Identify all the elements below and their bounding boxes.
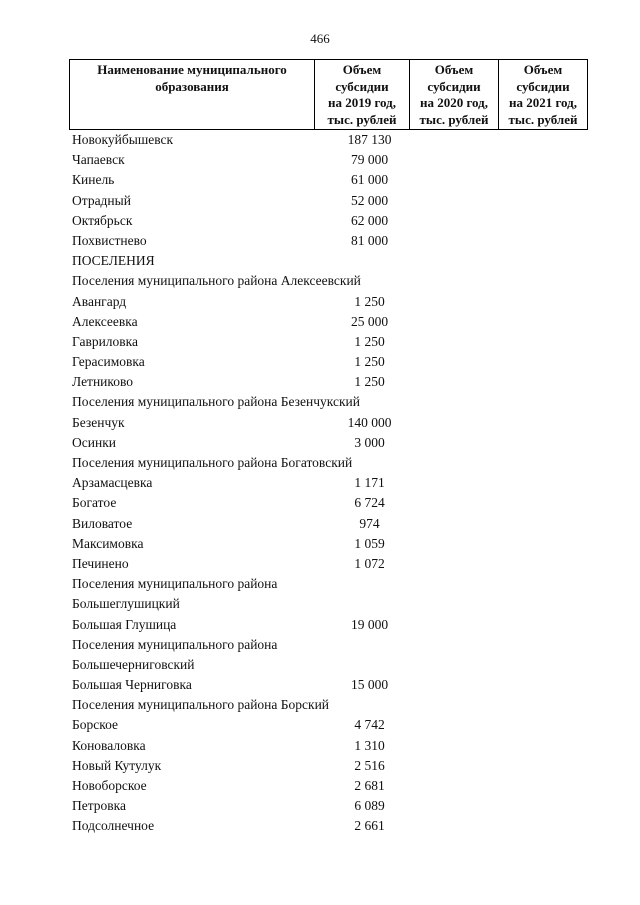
subsidy-2019-value: 15 000 xyxy=(350,677,389,693)
municipality-name: Большая Глушица xyxy=(72,616,177,632)
municipality-name: Октябрьск xyxy=(72,212,133,228)
municipality-name: Похвистнево xyxy=(72,232,147,248)
municipality-name: Богатое xyxy=(72,495,117,511)
table-row xyxy=(72,675,632,695)
header-2019-line: на 2019 год, xyxy=(327,95,397,110)
subsidy-2019-value: 3 000 xyxy=(354,434,385,450)
table-row xyxy=(72,191,632,211)
header-2019-line: субсидии xyxy=(335,78,389,94)
municipality-name: Поселения муниципального района Богатовский xyxy=(72,455,353,470)
subsidy-2019-value: 2 681 xyxy=(354,778,385,793)
municipality-name: Печинено xyxy=(72,555,129,571)
table-row xyxy=(72,170,632,190)
table-row xyxy=(72,251,632,271)
municipality-name: Коноваловка xyxy=(72,737,146,753)
header-2020-line: Объем xyxy=(434,62,474,77)
table-row xyxy=(72,372,632,392)
subsidy-2019-value: 79 000 xyxy=(350,152,389,168)
table-row xyxy=(72,231,632,251)
municipality-name: Новоборское xyxy=(72,778,147,793)
municipality-name: Герасимовка xyxy=(72,354,145,370)
header-2021-column xyxy=(499,60,588,130)
table-row xyxy=(72,413,632,433)
subsidy-2019-value: 1 310 xyxy=(354,737,385,753)
header-2019-column xyxy=(315,60,410,130)
municipality-name: Новый Кутулук xyxy=(72,757,162,773)
table-body xyxy=(72,130,632,837)
subsidy-2019-value: 6 724 xyxy=(354,495,385,511)
municipality-name: Алексеевка xyxy=(72,313,138,329)
municipality-name: Осинки xyxy=(72,434,116,450)
subsidy-2019-value: 1 171 xyxy=(354,475,385,491)
subsidy-2019-value: 1 250 xyxy=(354,374,385,390)
table-row xyxy=(72,534,632,554)
table-row xyxy=(72,473,632,493)
subsidy-2019-value: 19 000 xyxy=(350,616,389,632)
municipality-name: Виловатое xyxy=(72,515,133,531)
municipality-name: Отрадный xyxy=(72,192,131,208)
table-header xyxy=(69,59,588,130)
table-row xyxy=(72,150,632,170)
subsidy-2019-value: 6 089 xyxy=(354,798,385,814)
header-name-line: Наименование муниципального xyxy=(97,62,287,77)
municipality-name: Безенчук xyxy=(72,414,125,430)
header-2020-line: на 2020 год, xyxy=(419,95,489,110)
table-row xyxy=(72,655,632,675)
table-row xyxy=(72,594,632,614)
table-row xyxy=(72,776,632,796)
municipality-name: Арзамасцевка xyxy=(72,475,153,491)
table-row xyxy=(72,312,632,332)
municipality-name: Летниково xyxy=(72,374,134,390)
table-row xyxy=(72,816,632,836)
subsidy-2019-value: 25 000 xyxy=(350,313,389,329)
header-2020-line: тыс. рублей xyxy=(419,111,489,127)
subsidy-2019-value: 1 250 xyxy=(354,333,385,349)
municipality-name: Большечерниговский xyxy=(72,656,195,672)
subsidy-2019-value: 81 000 xyxy=(350,232,389,248)
subsidy-2019-value: 62 000 xyxy=(350,212,389,228)
header-name-line: образования xyxy=(155,78,229,94)
municipality-name: Поселения муниципального района Борский xyxy=(72,697,330,713)
municipality-name: Кинель xyxy=(72,172,115,188)
municipality-name: Чапаевск xyxy=(72,152,125,168)
subsidy-2019-value: 2 661 xyxy=(354,818,385,834)
header-2021-line: субсидии xyxy=(516,78,570,94)
header-name-column xyxy=(70,60,315,130)
table-row xyxy=(72,796,632,816)
header-2020-column xyxy=(410,60,499,130)
municipality-name: Максимовка xyxy=(72,535,144,551)
subsidy-2019-value: 1 250 xyxy=(354,354,385,370)
municipality-name: Петровка xyxy=(72,798,127,814)
table-row xyxy=(72,433,632,453)
subsidy-2019-value: 187 130 xyxy=(347,132,392,147)
table-row xyxy=(72,554,632,574)
table-row xyxy=(72,736,632,756)
municipality-name: Поселения муниципального района Алексеевский xyxy=(72,273,361,289)
table-row xyxy=(72,514,632,534)
municipality-name: Поселения муниципального района xyxy=(72,636,278,652)
municipality-name: Авангард xyxy=(72,293,127,309)
subsidy-2019-value: 140 000 xyxy=(347,414,392,430)
table-row xyxy=(72,211,632,231)
municipality-name: Гавриловка xyxy=(72,333,139,349)
header-2021-line: Объем xyxy=(523,62,563,77)
subsidy-2019-value: 1 059 xyxy=(354,535,385,551)
header-2019-line: тыс. рублей xyxy=(327,111,397,127)
subsidy-2019-value: 2 516 xyxy=(354,757,385,773)
municipality-name: Новокуйбышевск xyxy=(72,132,174,147)
subsidy-2019-value: 974 xyxy=(359,515,380,531)
table-row xyxy=(72,271,632,291)
municipality-name: Борское xyxy=(72,717,119,733)
header-2020-line: субсидии xyxy=(427,78,481,94)
municipality-name: ПОСЕЛЕНИЯ xyxy=(72,253,155,269)
header-2019-line: Объем xyxy=(342,62,382,77)
subsidy-2019-value: 1 072 xyxy=(354,555,385,571)
header-2021-line: тыс. рублей xyxy=(508,111,578,127)
table-row xyxy=(72,695,632,715)
municipality-name: Большеглушицкий xyxy=(72,596,180,612)
table-row xyxy=(72,130,632,150)
municipality-name: Подсолнечное xyxy=(72,818,155,834)
table-row xyxy=(72,715,632,735)
table-row xyxy=(72,635,632,655)
page-number: 466 xyxy=(310,31,330,46)
subsidy-2019-value: 1 250 xyxy=(354,293,385,309)
header-2021-line: на 2021 год, xyxy=(508,95,578,110)
table-row xyxy=(72,756,632,776)
table-row xyxy=(72,292,632,312)
table-row xyxy=(72,352,632,372)
table-row xyxy=(72,332,632,352)
subsidy-2019-value: 52 000 xyxy=(350,192,389,208)
municipality-name: Поселения муниципального района Безенчукский xyxy=(72,394,360,410)
table-row xyxy=(72,453,632,473)
municipality-name: Большая Черниговка xyxy=(72,677,192,693)
table-row xyxy=(72,574,632,594)
subsidy-2019-value: 61 000 xyxy=(350,172,389,188)
table-row xyxy=(72,392,632,412)
subsidy-2019-value: 4 742 xyxy=(354,717,385,733)
table-row xyxy=(72,615,632,635)
table-row xyxy=(72,493,632,513)
municipality-name: Поселения муниципального района xyxy=(72,576,278,592)
